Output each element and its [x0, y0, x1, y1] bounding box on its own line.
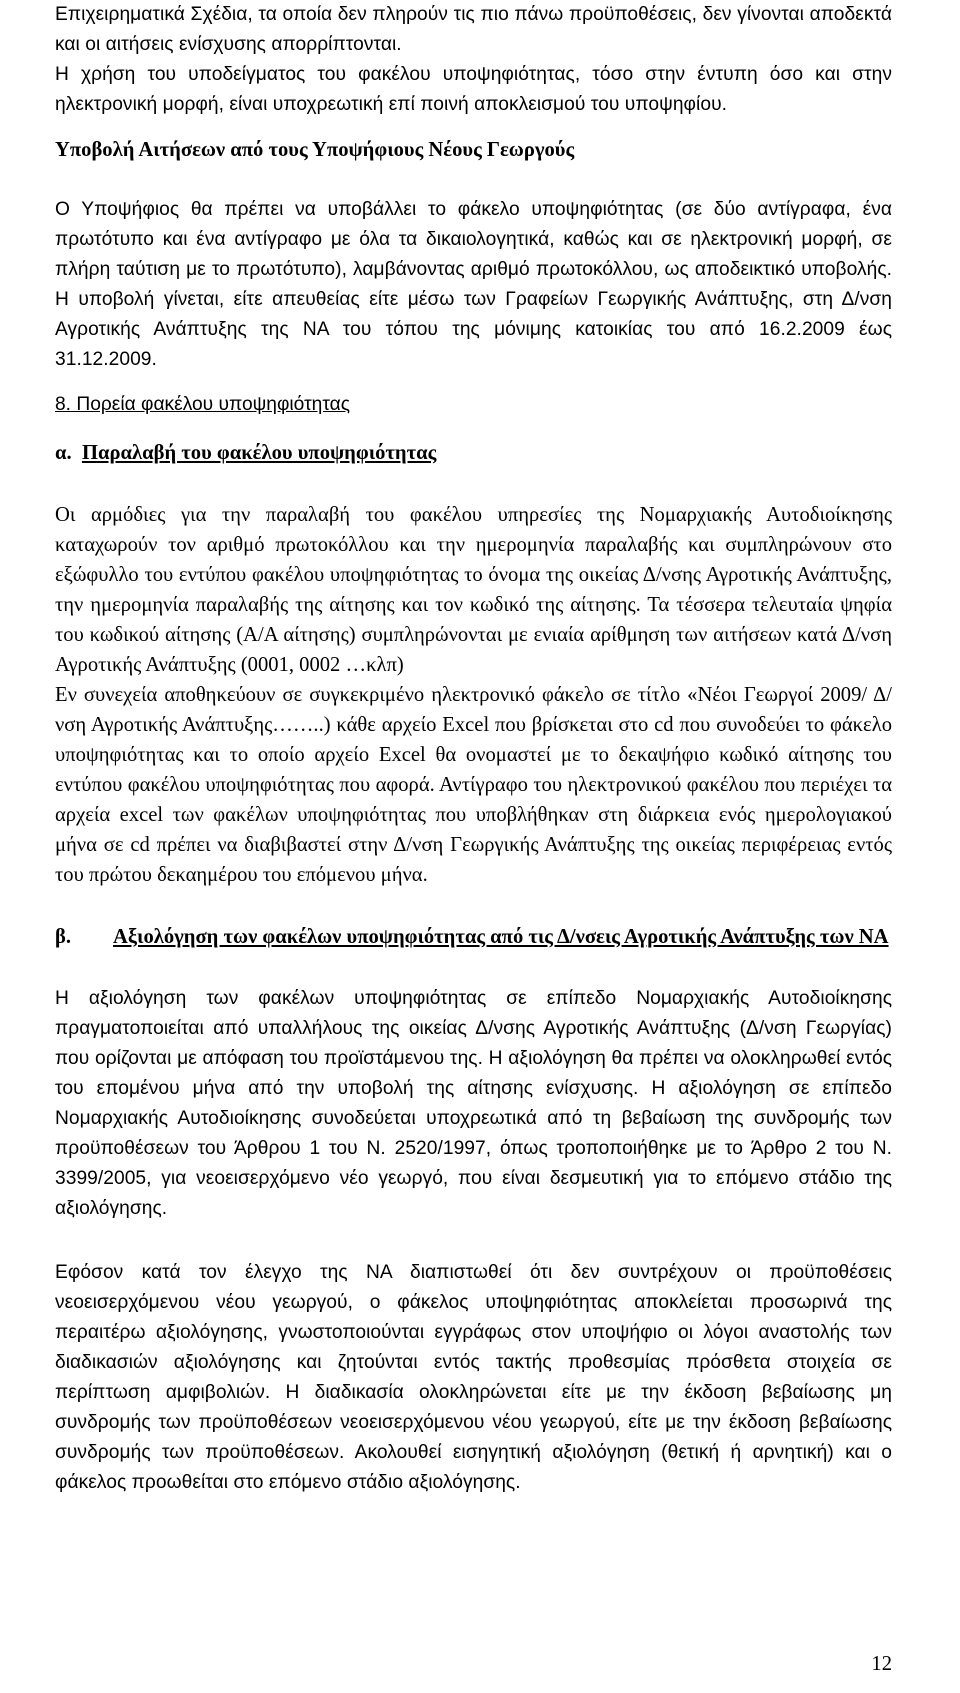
intro-paragraph-1: Επιχειρηματικά Σχέδια, τα οποία δεν πληρούν τις πιο πάνω προϋποθέσεις, δεν γίνονται αποδεκτά και οι αιτήσεις ενίσχυσης απορρίπτονται.	[55, 4, 892, 55]
alpha-paragraph-1: Οι αρμόδιες για την παραλαβή του φακέλου υπηρεσίες της Νομαρχιακής Αυτοδιοίκησης καταχωρούν τον αριθμό πρωτοκόλλου και την ημερομηνία παραλαβής και συμπληρώνουν στο εξώφυλλο του εντύπου φακέλου υποψηφιότητας το όνομα της οικείας Δ/νσης Αγροτικής Ανάπτυξης, την ημερομηνία παραλαβής της αίτησης και τον κωδικό της αίτησης. Τα τέσσερα τελευταία ψηφία του κωδικού αίτησης (Α/Α αίτησης) συμπληρώνονται με ενιαία αρίθμηση των αιτήσεων κατά Δ/νση Αγροτικής Ανάπτυξης (0001, 0002 …κλπ)	[55, 504, 892, 676]
beta-paragraph-2: Εφόσον κατά τον έλεγχο της ΝΑ διαπιστωθεί ότι δεν συντρέχουν οι προϋποθέσεις νεοεισερχόμενου νέου γεωργού, ο φάκελος υποψηφιότητας αποκλείεται προσωρινά της περαιτέρω αξιολόγησης, γνωστοποιούνται εγγράφως στον υποψήφιο οι λόγοι αναστολής των διαδικασιών αξιολόγησης και ζητούνται εντός τακτής προθεσμίας πρόσθετα στοιχεία σε περίπτωση αμφιβολιών. Η διαδικασία ολοκληρώνεται είτε με την έκδοση βεβαίωσης μη συνδρομής των προϋποθέσεων νεοεισερχόμενου νέου γεωργού, είτε με την έκδοση βεβαίωσης συνδρομής των προϋποθέσεων. Ακολουθεί εισηγητική αξιολόγηση (θετική ή αρνητική) και ο φάκελος προωθείται στο επόμενο στάδιο αξιολόγησης.	[55, 1262, 892, 1493]
subsection-beta-heading	[55, 922, 892, 952]
subsection-alpha-body	[55, 500, 892, 890]
subsection-alpha-heading	[55, 438, 892, 468]
subsection-alpha-label: α.	[55, 442, 72, 464]
alpha-paragraph-2: Εν συνεχεία αποθηκεύουν σε συγκεκριμένο ηλεκτρονικό φάκελο σε τίτλο «Νέοι Γεωργοί 2009/ Δ/νση Αγροτικής Ανάπτυξης……..) κάθε αρχείο Excel που βρίσκεται στο cd που συνοδεύει το φάκελο υποψηφιότητας και το οποίο αρχείο Excel θα ονομαστεί με το δεκαψήφιο κωδικό αίτησης του εντύπου φακέλου υποψηφιότητας που αφορά. Αντίγραφο του ηλεκτρονικού φακέλου που περιέχει τα αρχεία excel των φακέλων υποψηφιότητας που υποβλήθηκαν στη διάρκεια ενός ημερολογιακού μήνα σε cd πρέπει να διαβιβαστεί στην Δ/νση Γεωργικής Ανάπτυξης της οικείας περιφέρειας εντός του πρώτου δεκαημέρου του επόμενου μήνα.	[55, 684, 892, 886]
intro-paragraph-2: Η χρήση του υποδείγματος του φακέλου υποψηφιότητας, τόσο στην έντυπη όσο και στην ηλεκτρονική μορφή, είναι υποχρεωτική επί ποινή αποκλεισμού του υποψηφίου.	[55, 64, 892, 115]
section-8-heading: 8. Πορεία φακέλου υποψηφιότητας	[55, 394, 350, 415]
subsection-beta-label: β.	[55, 926, 71, 948]
submission-heading: Υποβολή Αιτήσεων από τους Υποψήφιους Νέους Γεωργούς	[55, 139, 575, 161]
page-number: 12	[871, 1653, 892, 1675]
submission-paragraph: Ο Υποψήφιος θα πρέπει να υποβάλλει το φάκελο υποψηφιότητας (σε δύο αντίγραφα, ένα πρωτότυπο και ένα αντίγραφο με όλα τα δικαιολογητικά, καθώς και σε ηλεκτρονική μορφή, σε πλήρη ταύτιση με το πρωτότυπο), λαμβάνοντας αριθμό πρωτοκόλλου, ως αποδεικτικό υποβολής. Η υποβολή γίνεται, είτε απευθείας είτε μέσω των Γραφείων Γεωργικής Ανάπτυξης, στη Δ/νση Αγροτικής Ανάπτυξης της ΝΑ του τόπου της μόνιμης κατοικίας του από 16.2.2009 έως 31.12.2009.	[55, 199, 892, 370]
subsection-alpha-title: Παραλαβή του φακέλου υποψηφιότητας	[81, 442, 437, 464]
subsection-beta-title: Αξιολόγηση των φακέλων υποψηφιότητας από τις Δ/νσεις Αγροτικής Ανάπτυξης των ΝΑ	[113, 926, 889, 948]
beta-paragraph-1: Η αξιολόγηση των φακέλων υποψηφιότητας σε επίπεδο Νομαρχιακής Αυτοδιοίκησης πραγματοποιείται από υπαλλήλους της οικείας Δ/νσης Αγροτικής Ανάπτυξης (Δ/νση Γεωργίας) που ορίζονται με απόφαση του προϊστάμενου της. Η αξιολόγηση θα πρέπει να ολοκληρωθεί εντός του επομένου μήνα από την υποβολή της αίτησης ενίσχυσης. Η αξιολόγηση σε επίπεδο Νομαρχιακής Αυτοδιοίκησης συνοδεύεται υποχρεωτικά από τη βεβαίωση της συνδρομής των προϋποθέσεων του Άρθρου 1 του Ν. 2520/1997, όπως τροποποιήθηκε με το Άρθρο 2 του Ν. 3399/2005, για νεοεισερχόμενο νέο γεωργό, που είναι δεσμευτική για το επόμενο στάδιο της αξιολόγησης.	[55, 988, 892, 1219]
intro-block	[55, 0, 892, 120]
